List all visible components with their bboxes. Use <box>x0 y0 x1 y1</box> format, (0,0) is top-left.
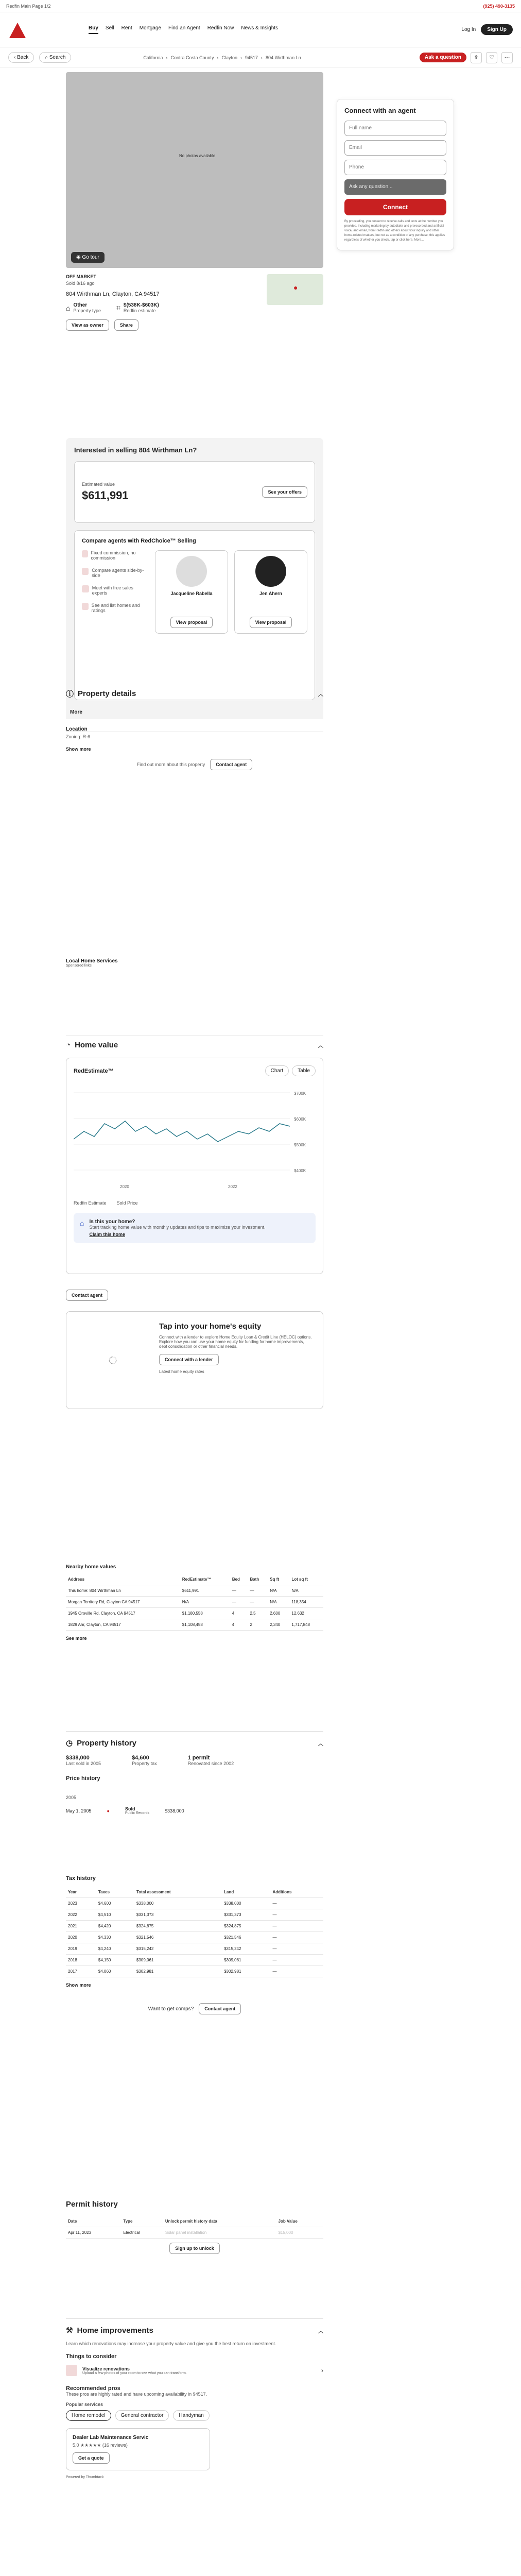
cell: 4 <box>230 1608 248 1619</box>
permit-history-section <box>66 2200 323 2254</box>
tab-home-remodel[interactable]: Home remodel <box>66 2410 111 2421</box>
history-price: $338,000 <box>165 1808 184 1814</box>
cell: — <box>248 1597 268 1608</box>
mini-map[interactable] <box>267 274 323 305</box>
chevron-up-icon[interactable]: ︿ <box>318 1741 323 1747</box>
col-land: Land <box>222 1887 270 1898</box>
search-button[interactable] <box>39 52 71 63</box>
agent-card-1[interactable] <box>155 550 228 634</box>
cell: $1,180,558 <box>180 1608 230 1619</box>
nav-mortgage[interactable]: Mortgage <box>139 25 161 31</box>
email-field[interactable]: Email <box>344 140 446 156</box>
tax-value: $4,600 <box>132 1755 149 1761</box>
cell: $315,242 <box>222 1943 270 1955</box>
nearby-values-section <box>66 1564 323 1641</box>
local-home-services <box>66 958 323 968</box>
map-pin-icon: ● <box>293 283 298 292</box>
cell: 2.5 <box>248 1608 268 1619</box>
selling-title: Interested in selling 804 Wirthman Ln? <box>74 446 197 454</box>
location-heading: Location <box>66 726 88 732</box>
crumb-state[interactable]: California <box>143 55 163 60</box>
table-row[interactable] <box>66 1585 323 1597</box>
cell: $611,991 <box>180 1585 230 1597</box>
history-event-sub: Public Records <box>125 1811 150 1815</box>
tab-handyman[interactable]: Handyman <box>173 2410 209 2421</box>
chevron-up-icon[interactable]: ︿ <box>318 692 323 698</box>
pro-name[interactable]: Dealer Lab Maintenance Servic <box>73 2435 149 2441</box>
go-tour-button[interactable] <box>71 252 105 263</box>
contact-agent-button[interactable]: Contact agent <box>66 1290 108 1301</box>
share-icon[interactable]: ⇪ <box>471 52 482 63</box>
cell: $4,330 <box>96 1932 134 1943</box>
cell: 2017 <box>66 1966 96 1977</box>
chevron-right-icon[interactable]: › <box>321 2367 323 2374</box>
cell: 2023 <box>66 1898 96 1909</box>
col-additions: Additions <box>271 1887 323 1898</box>
property-type-label: Property type <box>73 308 101 313</box>
visualize-title: Visualize renovations <box>82 2366 130 2371</box>
property-type-value: Other <box>73 302 88 308</box>
details-more-row[interactable]: More <box>66 705 323 719</box>
search-label: Search <box>49 55 66 60</box>
agent-name-2: Jen Ahern <box>259 591 282 596</box>
claim-sub: Start tracking home value with monthly updates and tips to maximize your investment. <box>89 1225 266 1230</box>
cell: 2022 <box>66 1909 96 1921</box>
listing-main <box>66 72 323 331</box>
table-row <box>66 1909 323 1921</box>
cell: N/A <box>268 1585 289 1597</box>
cell: $321,546 <box>134 1932 222 1943</box>
popular-services: Popular services <box>66 2402 103 2407</box>
est-value-label: Estimated value <box>82 482 115 487</box>
last-sold-label: Last sold in 2005 <box>66 1761 101 1766</box>
cell: Solar panel installation <box>163 2227 276 2239</box>
permit-table <box>66 2216 323 2239</box>
crumb-address: 804 Wirthman Ln <box>266 55 301 60</box>
table-row <box>66 1921 323 1932</box>
cell: $315,242 <box>134 1943 222 1955</box>
sub-navigation <box>0 47 521 68</box>
things-title: Things to consider <box>66 2353 117 2360</box>
cell: N/A <box>289 1585 323 1597</box>
nav-find-agent[interactable]: Find an Agent <box>168 25 200 31</box>
phone-field[interactable]: Phone <box>344 160 446 175</box>
cell: $4,240 <box>96 1943 134 1955</box>
home-icon: ⌂ <box>66 303 71 312</box>
history-year: 2005 <box>66 1795 77 1800</box>
col-sqft: Sq ft <box>268 1574 289 1585</box>
cell: $309,061 <box>222 1955 270 1966</box>
cell: 2,340 <box>268 1619 289 1631</box>
redfin-logo-icon[interactable] <box>8 20 27 40</box>
col-estimate: RedEstimate™ <box>180 1574 230 1585</box>
cell: $4,150 <box>96 1955 134 1966</box>
permit-value: 1 permit <box>187 1755 210 1761</box>
cell: $331,373 <box>222 1909 270 1921</box>
history-date: May 1, 2005 <box>66 1808 92 1814</box>
chevron-up-icon[interactable]: ︿ <box>318 2328 323 2334</box>
cell: — <box>230 1585 248 1597</box>
claim-question: Is this your home? <box>89 1219 135 1225</box>
clock-icon: ◷ <box>66 1739 73 1748</box>
nearby-table <box>66 1574 323 1631</box>
estimate-line <box>74 1121 290 1142</box>
pros-title: Recommended pros <box>66 2385 120 2392</box>
claim-home-link[interactable]: Claim this home <box>89 1232 125 1237</box>
table-row <box>66 1898 323 1909</box>
agent-name-1: Jacqueline Rabella <box>170 591 213 596</box>
chart-icon: ◔ <box>66 1041 71 1049</box>
property-details-section <box>66 688 323 770</box>
cell: 4 <box>230 1619 248 1631</box>
cell: 2019 <box>66 1943 96 1955</box>
cell: This home: 804 Wirthman Ln <box>66 1585 180 1597</box>
show-more-details[interactable]: Show more <box>66 747 91 752</box>
col-job-value: Job Value <box>276 2216 323 2227</box>
tour-label: Go tour <box>82 255 99 260</box>
view-proposal-2[interactable]: View proposal <box>250 617 292 628</box>
cell: 2,600 <box>268 1608 289 1619</box>
legend-sold: Sold Price <box>116 1200 138 1206</box>
paint-icon <box>66 2365 77 2376</box>
top-navigation <box>0 12 521 47</box>
avatar <box>176 556 207 587</box>
y-tick-700: $700K <box>294 1091 306 1096</box>
visualize-sub: Upload a few photos of your room to see what you can transform. <box>82 2371 187 2375</box>
property-photo[interactable] <box>66 72 323 268</box>
home-value-chart <box>74 1082 316 1196</box>
cell: $4,060 <box>96 1966 134 1977</box>
col-type: Type <box>121 2216 163 2227</box>
see-more-nearby[interactable]: See more <box>66 1636 87 1641</box>
tax-title: Tax history <box>66 1875 96 1882</box>
cell: $324,875 <box>134 1921 222 1932</box>
cell: — <box>271 1898 323 1909</box>
history-row[interactable] <box>66 1806 323 1815</box>
permit-label: Renovated since 2002 <box>187 1761 234 1766</box>
home-value-section <box>66 1041 323 1409</box>
improvements-intro: Learn which renovations may increase your property value and give you the best return on investment. <box>66 2341 276 2346</box>
tax-table <box>66 1887 323 1977</box>
breadcrumb: California › Contra Costa County › Clayton › 94517 › 804 Wirthman Ln <box>143 55 301 60</box>
col-bath: Bath <box>248 1574 268 1585</box>
banner-phone[interactable]: (925) 490-3135 <box>483 3 515 9</box>
signup-button[interactable]: Sign Up <box>481 24 513 35</box>
cell: $4,420 <box>96 1921 134 1932</box>
cell: $1,108,458 <box>180 1619 230 1631</box>
cell: — <box>248 1585 268 1597</box>
cell: $302,981 <box>134 1966 222 1977</box>
back-label: Back <box>17 55 29 60</box>
connect-button[interactable]: Connect <box>344 199 446 215</box>
lhs-sub: Sponsored links <box>66 964 92 968</box>
cell: $309,061 <box>134 1955 222 1966</box>
cell: 2018 <box>66 1955 96 1966</box>
table-row <box>66 1932 323 1943</box>
contact-agent-form <box>337 99 454 250</box>
question-field[interactable]: Ask any question... <box>344 179 446 195</box>
redestimate-label: RedEstimate™ <box>74 1067 114 1074</box>
view-proposal-1[interactable]: View proposal <box>170 617 213 628</box>
cell: — <box>271 1932 323 1943</box>
cell: $321,546 <box>222 1932 270 1943</box>
pro-rating: 5.0 ★★★★★ (16 reviews) <box>73 2443 128 2448</box>
comps-text: Want to get comps? <box>148 2006 194 2012</box>
ask-question-button[interactable]: Ask a question <box>420 53 466 62</box>
cell: 1829 Ahr, Clayton, CA 94517 <box>66 1619 180 1631</box>
nearby-title: Nearby home values <box>66 1564 116 1570</box>
cell: 2 <box>248 1619 268 1631</box>
table-row <box>66 1966 323 1977</box>
cell: $338,000 <box>134 1898 222 1909</box>
improvements-header[interactable] <box>66 2326 323 2335</box>
x-tick-2022: 2022 <box>228 1184 237 1189</box>
table-row <box>66 1955 323 1966</box>
crumb-county[interactable]: Contra Costa County <box>170 55 214 60</box>
equity-icon: ◌ <box>108 1351 117 1368</box>
col-assessment: Total assessment <box>134 1887 222 1898</box>
commission-icon <box>82 550 88 557</box>
y-tick-600: $600K <box>294 1117 306 1122</box>
property-history-section <box>66 1738 323 1815</box>
heart-icon[interactable]: ♡ <box>486 52 497 63</box>
col-lot: Lot sq ft <box>289 1574 323 1585</box>
details-title: Property details <box>78 689 136 698</box>
share-button[interactable]: Share <box>114 319 138 331</box>
col-taxes: Taxes <box>96 1887 134 1898</box>
legend-estimate: Redfin Estimate <box>74 1200 107 1206</box>
connect-lender-button[interactable]: Connect with a lender <box>159 1354 219 1365</box>
cell: $338,000 <box>222 1898 270 1909</box>
table-row <box>66 1943 323 1955</box>
table-row[interactable] <box>66 1597 323 1608</box>
selling-section <box>66 438 323 716</box>
nav-redfin-now[interactable]: Redfin Now <box>207 25 234 31</box>
tag-icon: ⌗ <box>116 303 120 312</box>
cell: 1945 Oroville Rd, Clayton, CA 94517 <box>66 1608 180 1619</box>
sold-dot-icon: ● <box>107 1808 110 1814</box>
list-item-2: Compare agents side-by-side <box>92 568 144 578</box>
cell: $331,373 <box>134 1909 222 1921</box>
cell: — <box>271 1921 323 1932</box>
table-tab[interactable]: Table <box>292 1065 316 1076</box>
history-title: Property history <box>77 1738 136 1748</box>
nav-news[interactable]: News & Insights <box>241 25 279 31</box>
cell: 118,354 <box>289 1597 323 1608</box>
tab-general-contractor[interactable]: General contractor <box>115 2410 169 2421</box>
cell: — <box>230 1597 248 1608</box>
cell: N/A <box>180 1597 230 1608</box>
cell: — <box>271 1966 323 1977</box>
visualize-card[interactable] <box>66 2365 323 2376</box>
price-history-title: Price history <box>66 1775 100 1782</box>
cell: $4,600 <box>96 1898 134 1909</box>
chart-tab[interactable]: Chart <box>265 1065 289 1076</box>
col-address: Address <box>66 1574 180 1585</box>
compare-icon <box>82 568 89 575</box>
search-icon: ⌕ <box>45 55 48 60</box>
cell: 2021 <box>66 1921 96 1932</box>
col-date: Date <box>66 2216 121 2227</box>
home-improvements-section <box>66 2326 323 2479</box>
cell: — <box>271 1909 323 1921</box>
y-tick-400: $400K <box>294 1168 306 1173</box>
improvements-title: Home improvements <box>77 2326 153 2335</box>
expert-icon <box>82 585 89 592</box>
nav-sell[interactable]: Sell <box>105 25 114 31</box>
consent-text: By proceeding, you consent to receive calls and texts at the number you provided, including marketing by autodialer and prerecorded and artificial voice, and email, from Redfin and others about your inquiry and other home-related matters, but not as a condition of any purchase; this applies regardless of whether you check, tap or click here. More... <box>344 220 445 242</box>
home-icon: ⌂ <box>80 1219 84 1227</box>
property-history-header[interactable] <box>66 1738 323 1748</box>
last-sold-value: $338,000 <box>66 1755 90 1761</box>
login-link[interactable]: Log In <box>461 27 476 32</box>
cell: Apr 11, 2023 <box>66 2227 121 2239</box>
equity-sub: Connect with a lender to explore Home Equity Loan & Credit Line (HELOC) options. Explore how you can use your home equity for funding for home improvements, debt consolidation or other financial needs. <box>159 1335 312 1349</box>
col-bed: Bed <box>230 1574 248 1585</box>
cell: $324,875 <box>222 1921 270 1932</box>
see-offers-button[interactable]: See your offers <box>262 486 307 498</box>
col-unlock: Unlock permit history data <box>163 2216 276 2227</box>
table-row[interactable] <box>66 1619 323 1631</box>
chevron-up-icon[interactable]: ︿ <box>318 1043 323 1049</box>
form-title: Connect with an agent <box>344 107 416 114</box>
cell: $15,000 <box>276 2227 323 2239</box>
info-icon: ⓘ <box>66 690 74 699</box>
nav-links <box>89 25 278 34</box>
tax-label: Property tax <box>132 1761 157 1766</box>
cell: 1,717,848 <box>289 1619 323 1631</box>
crumb-zip[interactable]: 94517 <box>245 55 258 60</box>
property-details-header[interactable] <box>66 688 323 699</box>
permit-title: Permit history <box>66 2200 118 2209</box>
latest-rates-link[interactable]: Latest home equity rates <box>159 1369 204 1374</box>
agent-card-2[interactable] <box>234 550 307 634</box>
top-banner <box>0 0 521 12</box>
avatar <box>255 556 286 587</box>
cell: Electrical <box>121 2227 163 2239</box>
rating-icon <box>82 603 89 610</box>
cell: 12,632 <box>289 1608 323 1619</box>
cell: 2020 <box>66 1932 96 1943</box>
thumbtack-credit: Powered by Thumbtack <box>66 2476 104 2479</box>
more-icon[interactable]: ⋯ <box>501 52 513 63</box>
nav-rent[interactable]: Rent <box>121 25 132 31</box>
fullname-field[interactable]: Full name <box>344 121 446 136</box>
cell: $302,981 <box>222 1966 270 1977</box>
y-tick-500: $500K <box>294 1143 306 1147</box>
cell: $4,510 <box>96 1909 134 1921</box>
history-event: Sold <box>125 1806 135 1811</box>
tax-history-section <box>66 1875 323 2014</box>
list-item-4: See and list homes and ratings <box>91 603 140 613</box>
x-tick-2020: 2020 <box>120 1184 129 1189</box>
show-more-tax[interactable]: Show more <box>66 1982 91 1988</box>
home-value-header[interactable] <box>66 1041 323 1049</box>
zoning-text: Zoning: R-6 <box>66 734 91 739</box>
status-badge: OFF MARKET <box>66 274 96 279</box>
crumb-city[interactable]: Clayton <box>221 55 238 60</box>
table-row[interactable] <box>66 1608 323 1619</box>
contact-agent-button[interactable]: Contact agent <box>199 2003 241 2014</box>
estimate-label: Redfin estimate <box>123 308 156 313</box>
view-as-owner-button[interactable]: View as owner <box>66 319 109 331</box>
home-value-title: Home value <box>75 1041 118 1049</box>
back-button[interactable]: ‹ Back <box>8 52 34 63</box>
find-out-text: Find out more about this property <box>136 762 205 767</box>
equity-title: Tap into your home's equity <box>159 1322 262 1331</box>
list-item-3: Meet with free sales experts <box>92 585 133 596</box>
cell: — <box>271 1943 323 1955</box>
hammer-icon: ⚒ <box>66 2326 73 2335</box>
lhs-title: Local Home Services <box>66 958 118 964</box>
compare-title: Compare agents with RedChoice™ Selling <box>82 538 196 544</box>
col-year: Year <box>66 1887 96 1898</box>
est-value: $611,991 <box>82 489 129 502</box>
table-row <box>66 2227 323 2239</box>
cell: Morgan Territory Rd, Clayton CA 94517 <box>66 1597 180 1608</box>
address-line: 804 Wirthman Ln, Clayton, CA 94517 <box>66 291 160 297</box>
estimate-range: $(538K-$603K) <box>123 302 159 308</box>
nav-buy[interactable]: Buy <box>89 25 98 34</box>
no-photo-text: No photos available <box>179 154 216 158</box>
list-item-1: Fixed commission, no commission <box>91 550 136 561</box>
banner-text: Redfin Main Page 1/2 <box>6 3 51 9</box>
contact-agent-button[interactable]: Contact agent <box>210 759 252 770</box>
unlock-signup-button[interactable]: Sign up to unlock <box>169 2243 220 2254</box>
pros-sub: These pros are highly rated and have upcoming availability in 94517. <box>66 2392 207 2397</box>
get-quote-button[interactable]: Get a quote <box>73 2452 110 2464</box>
tour-icon: ◉ <box>76 255 82 260</box>
sold-date: Sold 8/16 ago <box>66 281 95 286</box>
claim-home-banner <box>74 1213 316 1243</box>
cell: — <box>271 1955 323 1966</box>
cell: N/A <box>268 1597 289 1608</box>
